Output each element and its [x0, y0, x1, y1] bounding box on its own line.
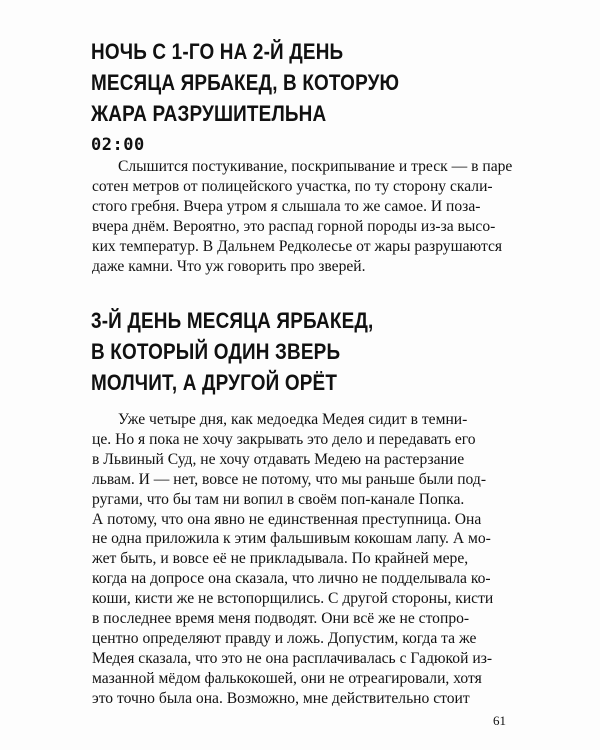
text-line: в Львиный Суд, не хочу отдавать Медею на растерзание [92, 450, 465, 468]
text-line: Медея сказала, что это не она расплачивалась с Гадюкой из- [92, 649, 493, 667]
text-line: жет быть, и вовсе её не прикладывала. По крайней мере, [92, 550, 469, 568]
heading-line: МЕСЯЦА ЯРБАКЕД, В КОТОРУЮ [91, 70, 400, 95]
text-line: это точно была она. Возможно, мне действительно стоит [92, 689, 470, 707]
text-line: коши, кисти же не встопорщились. С другой стороны, кисти [92, 590, 494, 608]
text-line: мазанной мёдом фалькокошей, они не отреагировали, хотя [92, 669, 482, 687]
text-line: ких температур. В Дальнем Редколесье от жары разрушаются [92, 237, 503, 255]
text-line: даже камни. Что уж говорить про зверей. [92, 257, 366, 275]
heading-line: ЖАРА РАЗРУШИТЕЛЬНА [91, 101, 327, 126]
text-line: львам. И — нет, вовсе не потому, что мы раньше были под- [92, 470, 487, 488]
text-line: вчера днём. Вероятно, это распад горной породы из-за высо- [92, 217, 496, 235]
heading-line: НОЧЬ С 1-ГО НА 2-Й ДЕНЬ [91, 39, 344, 64]
text-line: Слышится постукивание, поскрипывание и треск — в паре [118, 158, 513, 175]
section-2-heading [91, 305, 373, 398]
text-line: когда на допросе она сказала, что лично не подделывала ко- [92, 570, 491, 588]
entry-time: 02:00 [91, 135, 145, 155]
text-line: Уже четыре дня, как медоедка Медея сидит в темни- [118, 411, 468, 428]
heading-line: МОЛЧИТ, А ДРУГОЙ ОРЁТ [91, 370, 338, 395]
page-number: 61 [493, 713, 506, 728]
text-line: А потому, что она явно не единственная преступница. Она [92, 510, 482, 528]
section-1-paragraph [92, 157, 513, 276]
section-2-paragraph [92, 410, 508, 709]
heading-line: 3-Й ДЕНЬ МЕСЯЦА ЯРБАКЕД, [91, 308, 374, 333]
text-line: центно определяют правду и ложь. Допустим, когда та же [92, 629, 477, 647]
text-line: сотен метров от полицейского участка, по ту сторону скали- [92, 177, 493, 195]
text-line: не одна приложила к этим фальшивым кокошам лапу. А мо- [92, 530, 491, 548]
text-line: ругами, что бы там ни вопил в своём поп-канале Попка. [92, 490, 465, 508]
text-line: стого гребня. Вчера утром я слышала то же самое. И поза- [92, 197, 481, 215]
text-line: в последнее время меня подводят. Они всё же не стопро- [92, 610, 470, 628]
text-line: це. Но я пока не хочу закрывать это дело и передавать его [92, 430, 476, 448]
section-1-heading [91, 36, 399, 129]
heading-line: В КОТОРЫЙ ОДИН ЗВЕРЬ [91, 339, 341, 364]
